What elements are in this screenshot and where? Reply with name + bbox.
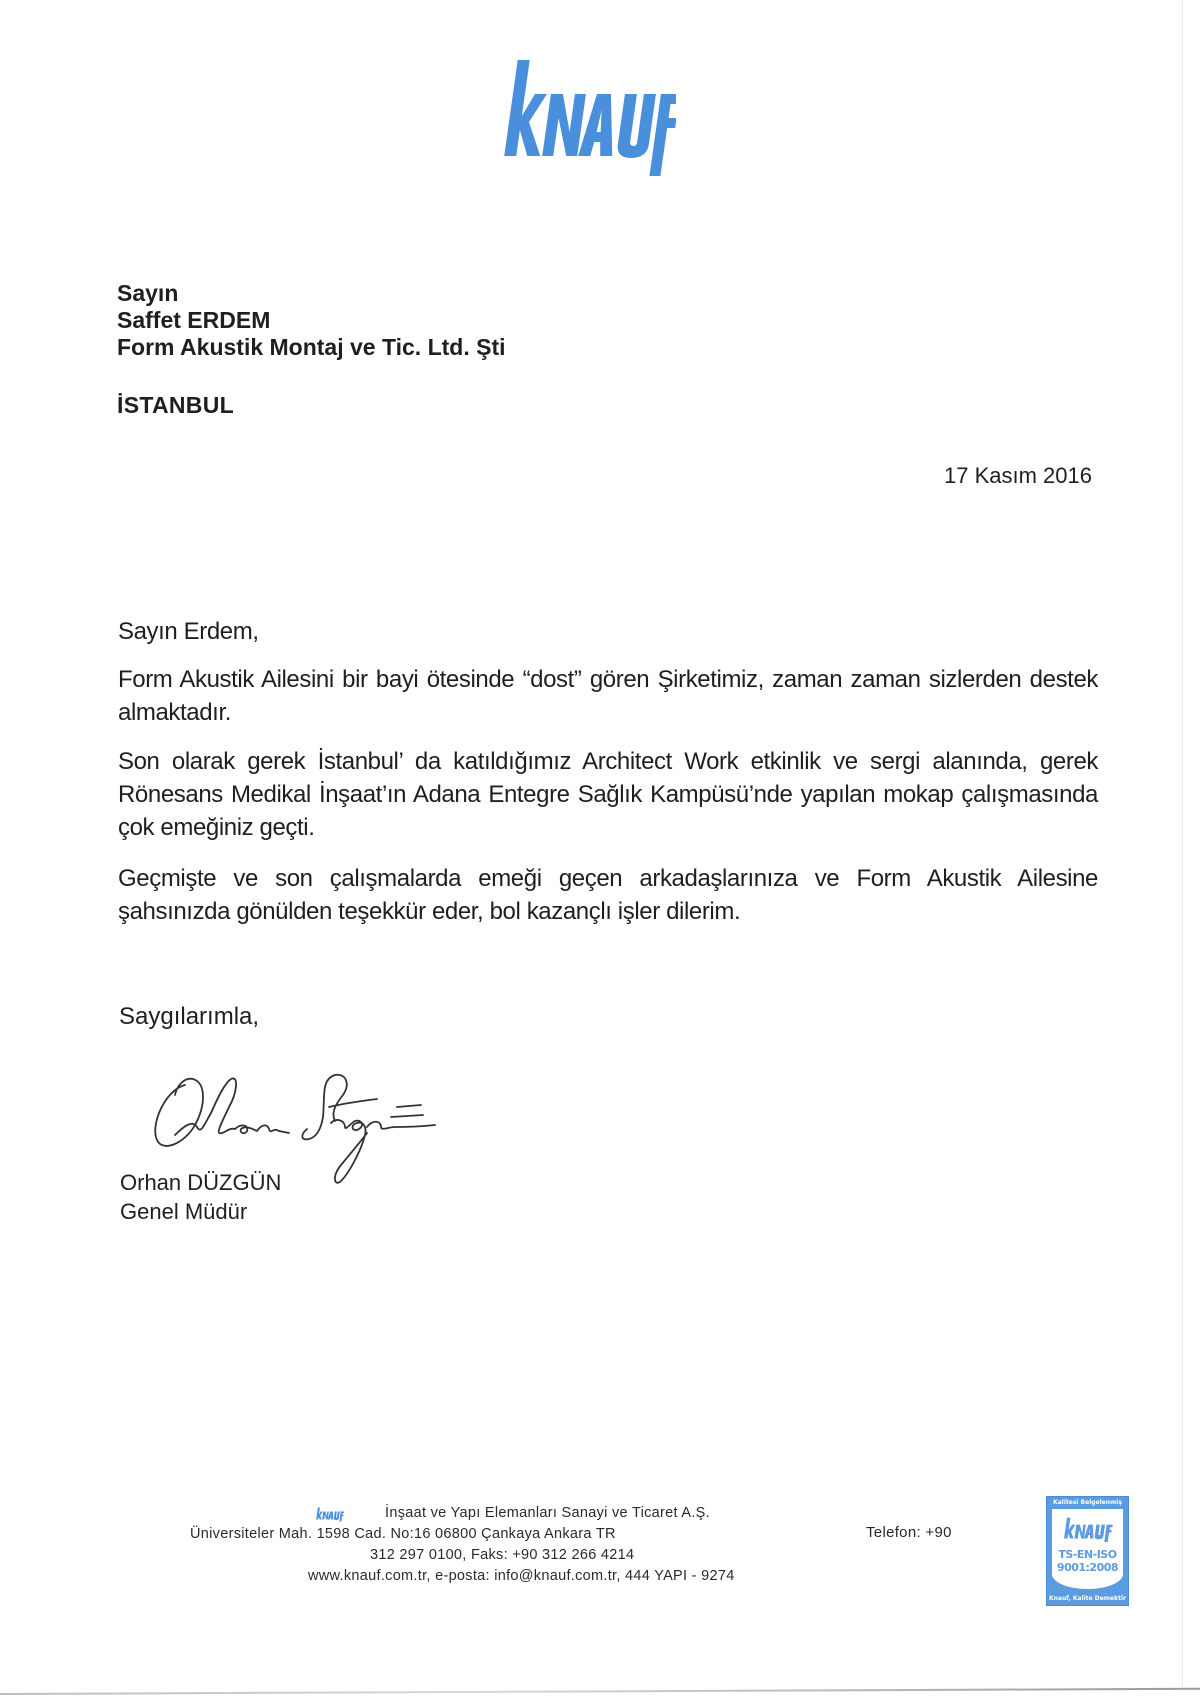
letter-closing: Saygılarımla, — [119, 1003, 260, 1030]
footer-company-name: İnşaat ve Yapı Elemanları Sanayi ve Ticaret A.Ş. — [385, 1505, 710, 1521]
mini-logo-graphic — [315, 1506, 345, 1522]
footer-phone-label: Telefon: +90 — [866, 1524, 952, 1541]
recipient-salutation-title: Sayın — [117, 280, 179, 306]
recipient-name: Saffet ERDEM — [117, 307, 271, 333]
knauf-logo-graphic — [496, 58, 676, 178]
knauf-logo — [496, 58, 676, 178]
letter-date: 17 Kasım 2016 — [944, 463, 1092, 488]
scan-bottom-edge — [0, 1688, 1200, 1695]
recipient-block — [117, 280, 506, 361]
knauf-mini-logo — [315, 1506, 345, 1522]
iso-badge-top-text: Kalitesi Belgelenmiş — [1053, 1499, 1122, 1506]
iso-standard-line1: TS-EN-ISO — [1058, 1548, 1117, 1561]
recipient-company: Form Akustik Montaj ve Tic. Ltd. Şti — [117, 334, 506, 360]
letter-paragraph — [118, 663, 1098, 729]
paragraph-text: Form Akustik Ailesini bir bayi ötesinde “dost” gören Şirketimiz, zaman zaman sizlerden destek almaktadır. — [118, 666, 1098, 726]
salutation-text: Sayın Erdem, — [118, 618, 259, 645]
letter-salutation — [118, 615, 1098, 648]
footer-web-email: www.knauf.com.tr, e-posta: info@knauf.com.tr, 444 YAPI - 9274 — [308, 1568, 735, 1584]
iso-standard-line2: 9001:2008 — [1056, 1561, 1119, 1574]
footer-company-line — [315, 1503, 710, 1524]
letter-paragraph — [118, 862, 1098, 928]
iso-certification-badge — [1046, 1496, 1129, 1606]
paragraph-text: Son olarak gerek İstanbul’ da katıldığımız Architect Work etkinlik ve sergi alanında, gerek Rönesans Medikal İnşaat’ın Adana Entegre Sağlık Kampüsü’nde yapılan mokap çalışmasında çok emeğiniz geçti. — [118, 748, 1098, 841]
paragraph-text: Geçmişte ve son çalışmalarda emeği geçen arkadaşlarınıza ve Form Akustik Ailesine şahsınızda gönülden teşekkür eder, bol kazançlı işler dilerim. — [118, 865, 1098, 925]
letter-paragraph — [118, 745, 1098, 844]
recipient-city: İSTANBUL — [117, 392, 234, 418]
signer-block — [120, 1168, 281, 1226]
scan-right-edge — [1182, 0, 1183, 1690]
iso-badge-bottom-text: Knauf, Kalite Demektir — [1049, 1595, 1126, 1602]
footer-address: Üniversiteler Mah. 1598 Cad. No:16 06800 Çankaya Ankara TR — [190, 1526, 616, 1542]
iso-badge-inner — [1052, 1509, 1123, 1589]
iso-logo-graphic — [1062, 1515, 1114, 1543]
signer-title: Genel Müdür — [120, 1199, 248, 1224]
iso-badge-knauf-logo — [1062, 1515, 1114, 1543]
footer-phone-fax: 312 297 0100, Faks: +90 312 266 4214 — [370, 1547, 635, 1563]
signer-name: Orhan DÜZGÜN — [120, 1170, 282, 1195]
